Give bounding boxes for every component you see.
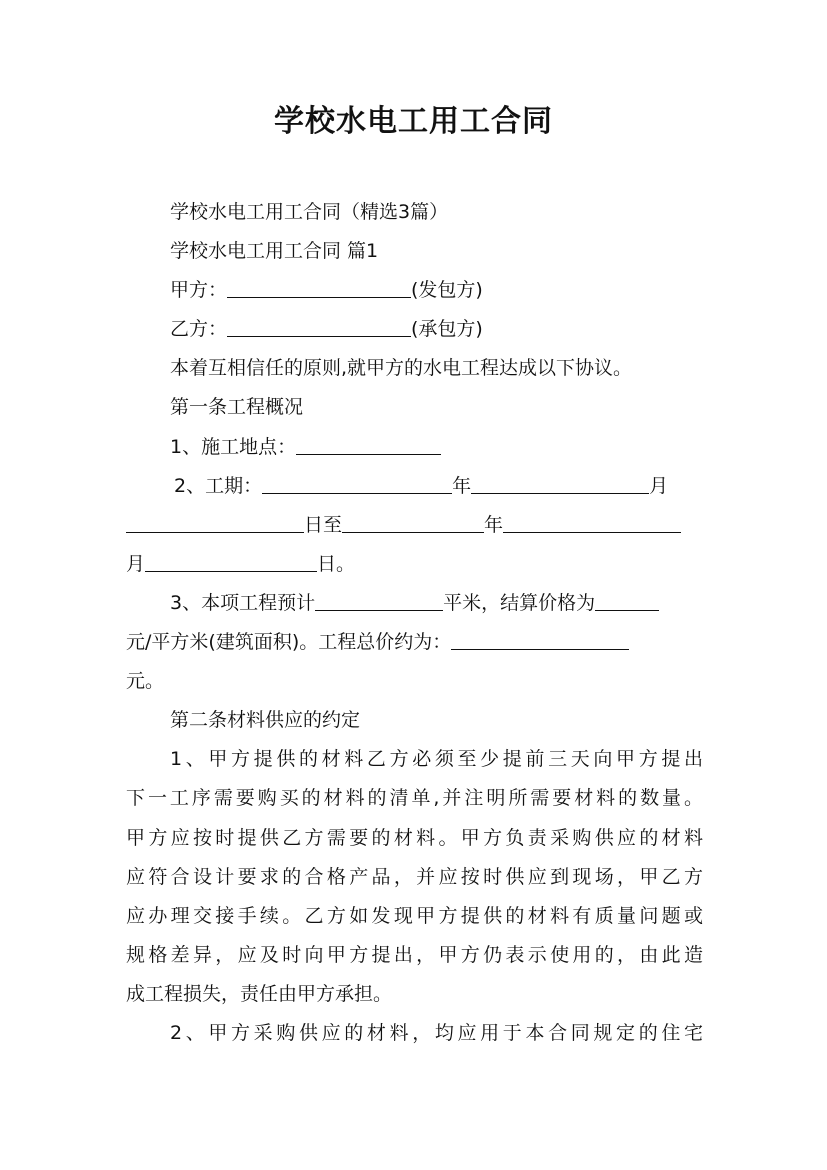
start-day-blank [126, 512, 304, 533]
paragraph-2-line-1: 2、甲方采购供应的材料，均应用于本合同规定的住宅 [170, 1021, 703, 1044]
party-b-role: (承包方) [411, 318, 483, 341]
party-a-label: 甲方： [170, 279, 228, 302]
article-2-heading: 第二条材料供应的约定 [170, 709, 361, 732]
end-month-blank [503, 512, 681, 533]
site-location-label: 1、施工地点： [170, 435, 297, 458]
end-month-label: 月 [126, 552, 146, 575]
end-year-blank [342, 512, 484, 533]
period-label: 2、工期： [174, 474, 263, 497]
party-a-role: (发包方) [411, 279, 483, 302]
party-b-line [126, 310, 703, 349]
paragraph-1-line-2: 下一工序需要购买的材料的清单,并注明所需要材料的数量。 [126, 787, 703, 810]
month-label: 月 [649, 474, 669, 497]
subtitle-line: 学校水电工用工合同（精选3篇） [170, 201, 449, 223]
area-blank [315, 590, 443, 611]
area-price-line [126, 584, 703, 623]
agreement-intro: 本着互相信任的原则,就甲方的水电工程达成以下协议。 [170, 357, 633, 380]
start-year-blank [262, 473, 452, 494]
period-line-2 [126, 506, 703, 545]
site-location-line [126, 428, 703, 467]
paragraph-1-line-4: 应符合设计要求的合格产品，并应按时供应到现场，甲乙方 [126, 865, 703, 888]
document-body [126, 193, 703, 1053]
day-to-label: 日至 [304, 513, 343, 536]
party-a-blank [227, 277, 411, 298]
total-price-blank [451, 629, 629, 650]
paragraph-1-line-7: 成工程损失，责任由甲方承担。 [126, 982, 393, 1005]
paragraph-1-line-1: 1、甲方提供的材料乙方必须至少提前三天向甲方提出 [170, 748, 703, 771]
total-price-label: 元/平方米(建筑面积)。工程总价约为： [126, 631, 452, 654]
section-heading-1: 学校水电工用工合同 篇1 [170, 240, 379, 263]
price-blank [595, 590, 659, 611]
end-day-blank [145, 551, 317, 572]
area-label: 3、本项工程预计 [170, 591, 316, 614]
party-b-label: 乙方： [170, 318, 228, 341]
year-label: 年 [452, 474, 472, 497]
paragraph-1-line-6: 规格差异，应及时向甲方提出，甲方仍表示使用的，由此造 [126, 943, 703, 966]
price-label: 平米，结算价格为 [443, 591, 596, 614]
end-day-label: 日。 [317, 552, 356, 575]
end-year-label: 年 [484, 513, 504, 536]
total-price-unit: 元。 [126, 670, 165, 693]
start-month-blank [471, 473, 649, 494]
article-1-heading: 第一条工程概况 [170, 396, 304, 419]
paragraph-1-line-5: 应办理交接手续。乙方如发现甲方提供的材料有质量问题或 [126, 904, 703, 927]
document-title: 学校水电工用工合同 [274, 104, 553, 139]
paragraph-1-line-3: 甲方应按时提供乙方需要的材料。甲方负责采购供应的材料 [126, 826, 703, 849]
total-price-line [126, 623, 703, 662]
party-a-line [126, 271, 703, 310]
party-b-blank [227, 316, 411, 337]
site-location-blank [296, 434, 441, 455]
period-line-1 [126, 467, 703, 506]
period-line-3 [126, 545, 703, 584]
